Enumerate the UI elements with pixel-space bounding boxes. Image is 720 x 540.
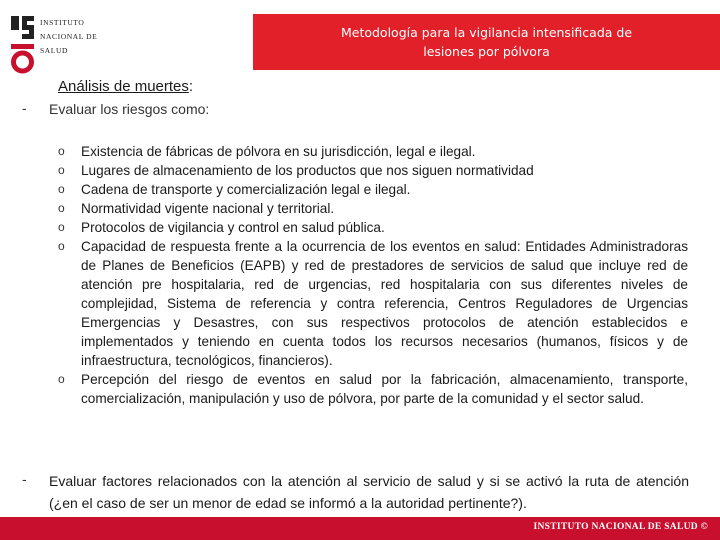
bullet: o xyxy=(58,220,65,234)
bullet: o xyxy=(58,372,65,386)
sub-list-item xyxy=(58,199,688,218)
sub-list-item xyxy=(58,180,688,199)
bullet: o xyxy=(58,239,65,253)
bullet: o xyxy=(58,144,65,158)
sub-list-item-text: Cadena de transporte y comercialización legal e ilegal. xyxy=(81,182,411,197)
sub-list-item-text: Percepción del riesgo de eventos en salud por la fabricación, almacenamiento, transporte, comercialización, manipulación y uso de pólvora, por parte de la comunidad y el sector salud. xyxy=(81,372,688,406)
sub-list-item xyxy=(58,161,688,180)
section-heading xyxy=(58,78,193,95)
sub-list-item-text: Capacidad de respuesta frente a la ocurrencia de los eventos en salud: Entidades Administradoras de Planes de Beneficios (EAPB) y red de prestadores de servicios de salud que incluye red de atención pre hospitalaria, red de urgencias, red hospitalaria con sus diferentes niveles de complejidad, Sistema de referencia y contra referencia, Centros Reguladores de Urgencias Emergencias y Desastres, con sus respectivos protocolos de atención establecidos e implementados y teniendo en cuenta todos los recursos necesarios (humanos, físicos y de infraestructura, tecnológicos, financieros). xyxy=(81,239,688,368)
institution-logo xyxy=(10,14,110,76)
sub-list-item-text: Existencia de fábricas de pólvora en su jurisdicción, legal e ilegal. xyxy=(81,144,476,159)
list-item-risks: Evaluar los riesgos como: xyxy=(49,101,210,117)
list-item-attention: Evaluar factores relacionados con la atención al servicio de salud y si se activó la ruta de atención (¿en el caso de ser un menor de edad se informó a la autoridad pertinente?). xyxy=(49,473,689,511)
logo-line-3: SALUD xyxy=(40,46,69,55)
sub-list-item-text: Protocolos de vigilancia y control en salud pública. xyxy=(81,220,385,235)
footer-bar xyxy=(0,517,720,540)
section-heading-text: Análisis de muertes xyxy=(58,78,189,95)
sub-list-item xyxy=(58,237,688,370)
sub-list-item xyxy=(58,370,688,408)
banner-title-line-1: Metodología para la vigilancia intensificada de xyxy=(340,25,633,40)
sub-list-item xyxy=(58,142,688,161)
logo-text xyxy=(40,16,97,58)
bullet: o xyxy=(58,163,65,177)
list-marker-2: - xyxy=(22,471,27,487)
title-banner xyxy=(253,14,720,70)
sub-list-item-text: Lugares de almacenamiento de los productos que nos siguen normatividad xyxy=(81,163,534,178)
sub-list-item xyxy=(58,218,688,237)
logo-line-2: NACIONAL DE xyxy=(40,32,98,41)
ins-logo-icon xyxy=(10,14,36,74)
sub-list-item-text: Normatividad vigente nacional y territorial. xyxy=(81,201,335,216)
logo-line-1: INSTITUTO xyxy=(40,18,85,27)
list-marker-1: - xyxy=(22,100,27,116)
bullet: o xyxy=(58,182,65,196)
footer-text: INSTITUTO NACIONAL DE SALUD © xyxy=(533,522,708,532)
risk-sub-list xyxy=(58,142,688,408)
section-heading-colon: : xyxy=(188,78,194,95)
banner-title-line-2: lesiones por pólvora xyxy=(423,44,550,59)
bullet: o xyxy=(58,201,65,215)
